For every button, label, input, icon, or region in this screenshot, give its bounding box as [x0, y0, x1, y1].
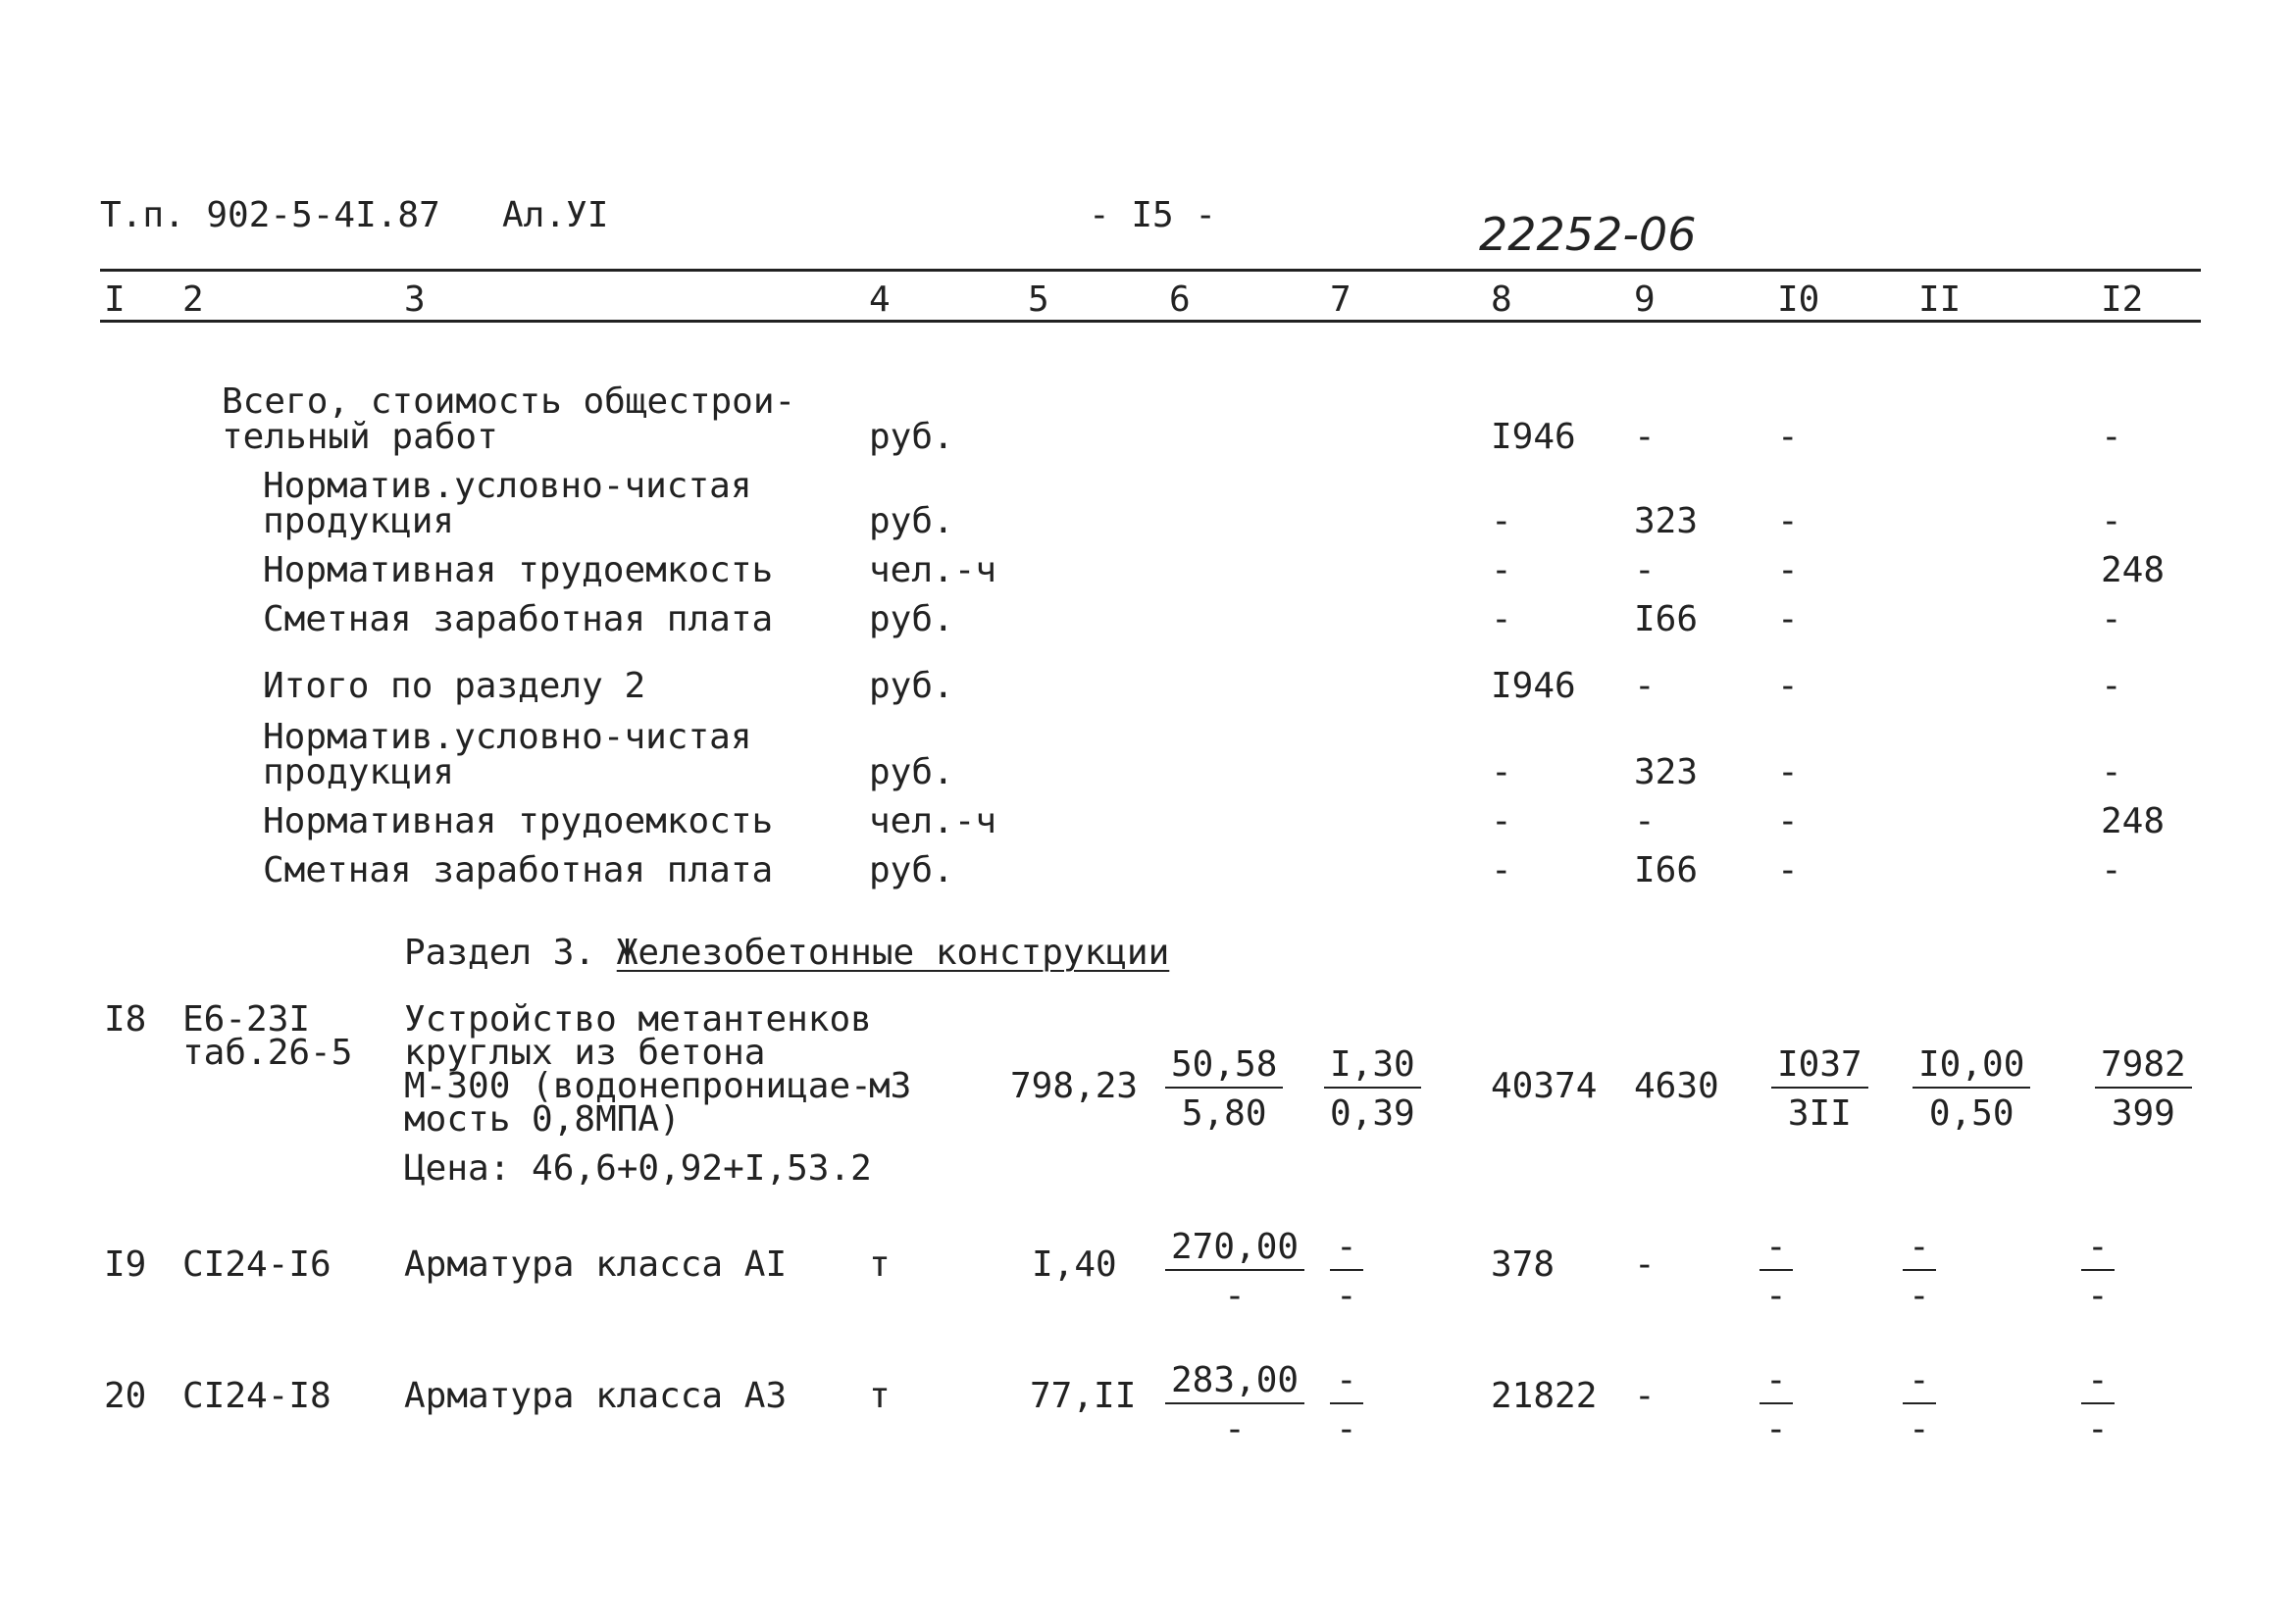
col9-value: - [1634, 417, 1656, 457]
norm-code: Е6-23I [182, 999, 311, 1040]
col10-value: - [1777, 850, 1799, 890]
col12-fraction [2081, 1360, 2115, 1449]
col12-top: - [2081, 1363, 2115, 1404]
header-top-rule [100, 269, 2201, 272]
section-heading [404, 933, 1170, 973]
col12-value: - [2101, 417, 2122, 457]
col10-fraction [1771, 1044, 1868, 1134]
col11-top: - [1903, 1363, 1936, 1404]
col8-value: I946 [1491, 666, 1576, 706]
row-label: Норматив.условно-чистая [263, 466, 752, 506]
col12-value: - [2101, 850, 2122, 890]
col8-value: 40374 [1491, 1066, 1598, 1106]
col10-value: - [1777, 417, 1799, 457]
col9-value: I66 [1634, 850, 1699, 890]
col9-value: 323 [1634, 752, 1699, 792]
handwritten-number: 22252-06 [1479, 208, 1697, 261]
row-label: Норматив.условно-чистая [263, 717, 752, 757]
machine-cost-wages: 0,39 [1330, 1093, 1415, 1134]
row-label: Всего, стоимость общестрои- [222, 381, 796, 422]
quantity: 77,II [1030, 1376, 1137, 1416]
col9-value: I66 [1634, 599, 1699, 639]
col11-bottom: - [1909, 1409, 1930, 1449]
quantity: I,40 [1032, 1244, 1117, 1285]
col10-bottom: 3II [1787, 1093, 1852, 1134]
project-code: Т.п. 902-5-4I.87 [100, 195, 440, 235]
col12-value: - [2101, 666, 2122, 706]
col12-value: - [2101, 752, 2122, 792]
row-label: Сметная заработная плата [263, 850, 774, 890]
unit: руб. [869, 501, 954, 541]
machine-cost-fraction [1330, 1227, 1363, 1316]
machine-cost-wages: - [1336, 1276, 1357, 1316]
norm-code: СI24-I8 [182, 1376, 332, 1416]
unit: руб. [869, 850, 954, 890]
col11-top: I0,00 [1912, 1047, 2030, 1089]
col8-value: - [1491, 599, 1512, 639]
col9-value: - [1634, 1376, 1656, 1416]
row-label: Нормативная трудоемкость [263, 550, 774, 590]
col12-bottom: 399 [2111, 1093, 2175, 1134]
col11-fraction [1903, 1227, 1936, 1316]
col10-value: - [1777, 666, 1799, 706]
col12-value: 248 [2101, 550, 2166, 590]
col-num-11: II [1918, 279, 1962, 320]
price-note: Цена: 46,6+0,92+I,53.2 [404, 1148, 872, 1189]
unit: чел.-ч [869, 550, 997, 590]
col12-bottom: - [2087, 1276, 2109, 1316]
col10-top: - [1760, 1363, 1793, 1404]
col12-bottom: - [2087, 1409, 2109, 1449]
col9-value: - [1634, 1244, 1656, 1285]
col10-value: - [1777, 801, 1799, 841]
machine-cost-fraction [1330, 1360, 1363, 1449]
row-label-cont: тельный работ [222, 417, 498, 457]
col-num-5: 5 [1028, 279, 1049, 320]
col8-value: - [1491, 550, 1512, 590]
col10-bottom: - [1765, 1409, 1787, 1449]
machine-cost-total: - [1330, 1363, 1363, 1404]
col12-value: - [2101, 599, 2122, 639]
col10-fraction [1760, 1360, 1793, 1449]
unit-cost-total: 283,00 [1165, 1363, 1304, 1404]
col8-value: - [1491, 850, 1512, 890]
col12-top: 7982 [2095, 1047, 2192, 1089]
unit: чел.-ч [869, 801, 997, 841]
col8-value: - [1491, 801, 1512, 841]
col9-value: 4630 [1634, 1066, 1719, 1106]
col11-fraction [1903, 1360, 1936, 1449]
col9-value: - [1634, 801, 1656, 841]
col-num-12: I2 [2101, 279, 2144, 320]
unit: руб. [869, 599, 954, 639]
unit-cost-fraction [1165, 1227, 1304, 1316]
col12-fraction [2081, 1227, 2115, 1316]
unit: руб. [869, 417, 954, 457]
col11-top: - [1903, 1230, 1936, 1271]
col-num-4: 4 [869, 279, 891, 320]
col9-value: 323 [1634, 501, 1699, 541]
section-prefix: Раздел 3. [404, 933, 617, 973]
work-description-cont: М-300 (водонепроницае- [404, 1066, 872, 1106]
col10-value: - [1777, 599, 1799, 639]
row-label-cont: продукция [263, 752, 455, 792]
section-title: Железобетонные конструкции [616, 933, 1170, 973]
work-description-cont: мость 0,8МПА) [404, 1099, 681, 1140]
unit-cost-wages: 5,80 [1181, 1093, 1267, 1134]
col8-value: - [1491, 752, 1512, 792]
col10-fraction [1760, 1227, 1793, 1316]
col-num-8: 8 [1491, 279, 1512, 320]
col8-value: - [1491, 501, 1512, 541]
norm-table: таб.26-5 [182, 1033, 353, 1073]
col-num-9: 9 [1634, 279, 1656, 320]
work-description: Арматура класса А3 [404, 1376, 788, 1416]
col-num-7: 7 [1330, 279, 1352, 320]
unit: м3 [869, 1066, 912, 1106]
work-description: Арматура класса АI [404, 1244, 788, 1285]
unit: т [869, 1376, 891, 1416]
machine-cost-total: - [1330, 1230, 1363, 1271]
col8-value: I946 [1491, 417, 1576, 457]
col9-value: - [1634, 666, 1656, 706]
col10-bottom: - [1765, 1276, 1787, 1316]
col10-value: - [1777, 550, 1799, 590]
machine-cost-total: I,30 [1324, 1047, 1421, 1089]
col10-top: - [1760, 1230, 1793, 1271]
col11-bottom: 0,50 [1928, 1093, 2014, 1134]
unit: руб. [869, 752, 954, 792]
unit-cost-total: 50,58 [1165, 1047, 1283, 1089]
col10-value: - [1777, 752, 1799, 792]
unit-cost-wages: - [1224, 1409, 1246, 1449]
row-label: Нормативная трудоемкость [263, 801, 774, 841]
album-label: Ал.УI [502, 195, 609, 235]
norm-code: СI24-I6 [182, 1244, 332, 1285]
col8-value: 21822 [1491, 1376, 1598, 1416]
col12-value: - [2101, 501, 2122, 541]
work-description-cont: круглых из бетона [404, 1033, 766, 1073]
unit-cost-fraction [1165, 1360, 1304, 1449]
unit-cost-fraction [1165, 1044, 1283, 1134]
header-bottom-rule [100, 320, 2201, 323]
col-num-1: I [104, 279, 126, 320]
row-number: 20 [104, 1376, 147, 1416]
unit: руб. [869, 666, 954, 706]
work-description: Устройство метантенков [404, 999, 872, 1040]
col-num-2: 2 [182, 279, 204, 320]
col12-top: - [2081, 1230, 2115, 1271]
row-number: I9 [104, 1244, 147, 1285]
row-number: I8 [104, 999, 147, 1040]
col10-top: I037 [1771, 1047, 1868, 1089]
row-label: Итого по разделу 2 [263, 666, 646, 706]
col11-fraction [1912, 1044, 2030, 1134]
machine-cost-wages: - [1336, 1409, 1357, 1449]
unit-cost-wages: - [1224, 1276, 1246, 1316]
page-number: - I5 - [1089, 195, 1217, 235]
col-num-10: I0 [1777, 279, 1820, 320]
col12-value: 248 [2101, 801, 2166, 841]
col11-bottom: - [1909, 1276, 1930, 1316]
unit: т [869, 1244, 891, 1285]
col8-value: 378 [1491, 1244, 1556, 1285]
col-num-6: 6 [1169, 279, 1191, 320]
unit-cost-total: 270,00 [1165, 1230, 1304, 1271]
col-num-3: 3 [404, 279, 426, 320]
col10-value: - [1777, 501, 1799, 541]
row-label-cont: продукция [263, 501, 455, 541]
quantity: 798,23 [1010, 1066, 1139, 1106]
col12-fraction [2095, 1044, 2192, 1134]
machine-cost-fraction [1324, 1044, 1421, 1134]
col9-value: - [1634, 550, 1656, 590]
row-label: Сметная заработная плата [263, 599, 774, 639]
